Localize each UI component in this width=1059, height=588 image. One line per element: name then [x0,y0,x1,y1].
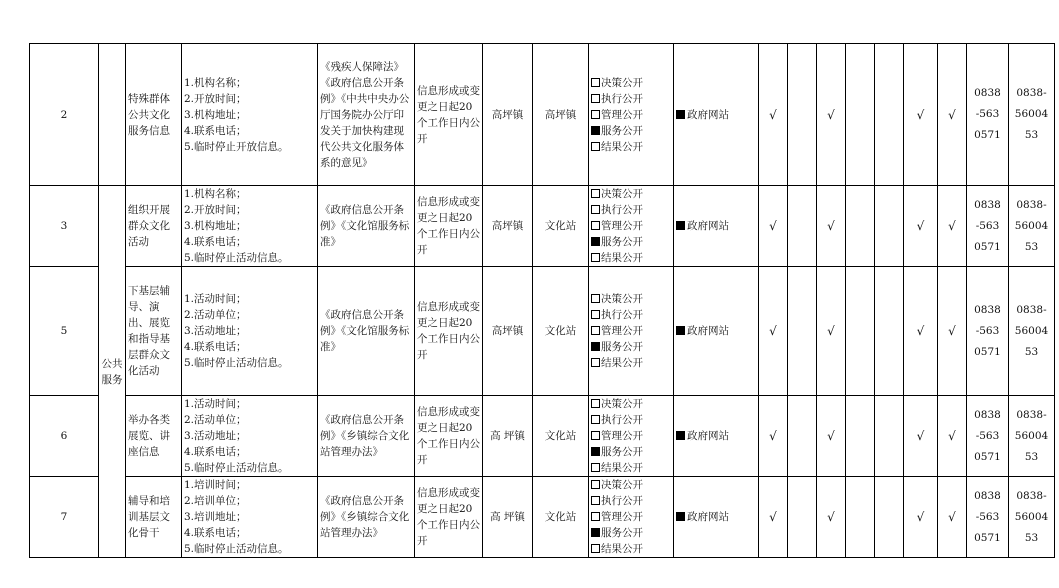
check-cell: √ [759,396,788,477]
phone-part: 0838- [1016,87,1047,99]
checkbox-icon [591,358,600,367]
disclosure-channel [674,186,759,267]
phone-2 [1009,396,1055,477]
checkbox-icon [591,463,600,472]
disclosure-channel [674,44,759,186]
item-line: 1.机构名称； [184,76,247,89]
phone-part: 53 [1024,345,1039,358]
phone-2 [1009,267,1055,396]
check-cell: √ [904,267,938,396]
phone-part: 53 [1024,240,1039,253]
disclosure-subject: 高坪镇 [483,186,533,267]
check-cell: √ [759,267,788,396]
option-label: 服务公开 [601,341,643,353]
item-line: 2.活动单位； [184,414,247,426]
phone-part: 56004 [1014,108,1049,120]
checkbox-icon [591,326,600,335]
checkbox-icon [591,431,600,440]
disclosure-time: 信息形成或变更之日起20个工作日内公开 [415,477,483,558]
item-line: 4.联系电话； [184,124,247,137]
option-label: 管理公开 [601,325,643,337]
table-row [30,477,1055,558]
disclosure-unit: 文化站 [533,267,589,396]
row-number: 2 [30,44,99,186]
option-label: 决策公开 [601,398,643,410]
phone-part: 0838 [974,489,1001,502]
channel-label: 政府网站 [687,108,729,121]
option-item [591,250,671,266]
option-item [591,75,671,91]
check-cell: √ [938,267,967,396]
legal-basis: 《政府信息公开条例》《文化馆服务标准》 [318,267,415,396]
item-line: 4.联系电话； [184,341,247,353]
phone-part: -563 [975,429,1000,442]
option-item [591,234,671,250]
item-line: 2.开放时间； [184,204,247,216]
check-cell [846,186,875,267]
option-item [591,123,671,139]
phone-part: 0571 [974,129,1001,141]
option-item [591,509,671,525]
phone-part: 53 [1024,531,1039,544]
option-label: 服务公开 [601,446,643,458]
check-cell [875,44,904,186]
option-item [591,460,671,476]
disclosure-subject: 高 坪镇 [483,396,533,477]
item-line: 1.机构名称； [184,188,247,200]
phone-part: -563 [975,324,1000,337]
check-cell [846,44,875,186]
item-name: 组织开展群众文化活动 [126,186,182,267]
option-label: 执行公开 [601,204,643,216]
table-row [30,396,1055,477]
option-label: 决策公开 [601,76,643,89]
option-item [591,355,671,371]
phone-part: 0571 [974,450,1001,463]
check-cell [875,186,904,267]
check-cell [846,477,875,558]
disclosure-table [29,43,1055,558]
item-name: 下基层辅导、演出、展览和指导基层群众文化活动 [126,267,182,396]
checkbox-icon [591,253,600,262]
disclosure-unit: 文化站 [533,396,589,477]
option-label: 结果公开 [601,462,643,474]
option-item [591,428,671,444]
option-item [591,91,671,107]
check-cell: √ [938,477,967,558]
filled-square-icon [676,326,685,335]
item-line: 1.培训时间； [184,479,247,491]
checkbox-icon [591,94,600,103]
check-cell: √ [759,477,788,558]
row-number: 7 [30,477,99,558]
disclosure-unit: 文化站 [533,186,589,267]
checkbox-icon [591,126,600,135]
checkbox-icon [591,78,600,87]
check-cell: √ [904,44,938,186]
disclosure-subject: 高坪镇 [483,44,533,186]
disclosure-channel [674,396,759,477]
check-cell [846,267,875,396]
item-line: 3.机构地址； [184,108,247,121]
table-row [30,186,1055,267]
channel-label: 政府网站 [687,430,729,442]
phone-part: 56004 [1014,429,1049,442]
checkbox-icon [591,310,600,319]
check-cell: √ [817,477,846,558]
item-line: 3.活动地址； [184,325,247,337]
row-number: 3 [30,186,99,267]
disclosure-subject: 高坪镇 [483,267,533,396]
option-item [591,107,671,123]
check-cell: √ [904,477,938,558]
check-cell: √ [817,186,846,267]
checkbox-icon [591,342,600,351]
item-line: 2.活动单位； [184,309,247,321]
phone-part: 0571 [974,531,1001,544]
filled-square-icon [676,431,685,440]
category-cell: 公共服务 [99,186,126,558]
checkbox-icon [591,237,600,246]
disclosure-channel [674,267,759,396]
legal-basis: 《政府信息公开条例》《文化馆服务标准》 [318,186,415,267]
phone-part: 56004 [1014,510,1049,523]
item-line: 3.培训地址； [184,511,247,523]
checkbox-icon [591,512,600,521]
checkbox-icon [591,528,600,537]
phone-1 [967,267,1009,396]
item-line: 2.培训单位； [184,495,247,507]
filled-square-icon [676,221,685,230]
legal-basis: 《政府信息公开条例》《乡镇综合文化站管理办法》 [318,477,415,558]
disclosure-items [182,396,318,477]
option-label: 服务公开 [601,236,643,248]
checkbox-icon [591,142,600,151]
checkbox-icon [591,221,600,230]
phone-part: 0571 [974,240,1001,253]
channel-label: 政府网站 [687,325,729,337]
item-line: 5.临时停止活动信息。 [184,357,289,369]
phone-part: -563 [975,219,1000,232]
option-item [591,396,671,412]
phone-part: 0838 [974,198,1001,211]
disclosure-unit: 文化站 [533,477,589,558]
option-item [591,541,671,557]
item-line: 1.活动时间； [184,398,247,410]
category-cell-empty [99,44,126,186]
check-cell: √ [759,44,788,186]
phone-part: -563 [975,510,1000,523]
disclosure-options [589,396,674,477]
disclosure-subject: 高 坪镇 [483,477,533,558]
option-label: 结果公开 [601,252,643,264]
checkbox-icon [591,205,600,214]
phone-part: 0838 [974,303,1001,316]
phone-1 [967,396,1009,477]
option-item [591,291,671,307]
checkbox-icon [591,399,600,408]
check-cell: √ [938,44,967,186]
option-label: 结果公开 [601,357,643,369]
option-item [591,202,671,218]
check-cell: √ [759,186,788,267]
disclosure-options [589,477,674,558]
phone-part: 0571 [974,345,1001,358]
option-label: 执行公开 [601,92,643,105]
option-label: 管理公开 [601,220,643,232]
option-item [591,186,671,202]
phone-part: 0838- [1016,303,1047,316]
check-cell: √ [904,396,938,477]
phone-1 [967,186,1009,267]
phone-part: 0838 [974,87,1001,99]
item-line: 5.临时停止活动信息。 [184,543,289,555]
check-cell [788,477,817,558]
phone-1 [967,44,1009,186]
option-item [591,139,671,155]
disclosure-channel [674,477,759,558]
item-line: 4.联系电话； [184,236,247,248]
checkbox-icon [591,189,600,198]
channel-label: 政府网站 [687,220,729,232]
option-label: 管理公开 [601,430,643,442]
table-row [30,44,1055,186]
item-line: 4.联系电话； [184,527,247,539]
option-label: 执行公开 [601,309,643,321]
option-item [591,339,671,355]
item-name: 辅导和培训基层文化骨干 [126,477,182,558]
checkbox-icon [591,447,600,456]
option-label: 服务公开 [601,124,643,137]
item-line: 5.临时停止活动信息。 [184,462,289,474]
checkbox-icon [591,110,600,119]
check-cell [875,267,904,396]
disclosure-time: 信息形成或变更之日起20个工作日内公开 [415,44,483,186]
disclosure-time: 信息形成或变更之日起20个工作日内公开 [415,186,483,267]
check-cell [875,396,904,477]
check-cell: √ [938,396,967,477]
disclosure-items [182,44,318,186]
option-label: 执行公开 [601,495,643,507]
phone-part: 0838 [974,408,1001,421]
disclosure-options [589,267,674,396]
channel-label: 政府网站 [687,511,729,523]
phone-2 [1009,477,1055,558]
phone-1 [967,477,1009,558]
option-item [591,444,671,460]
row-number: 6 [30,396,99,477]
option-label: 决策公开 [601,188,643,200]
option-label: 管理公开 [601,108,643,121]
check-cell [846,396,875,477]
phone-part: -563 [975,108,1000,120]
phone-2 [1009,186,1055,267]
phone-part: 0838- [1016,408,1047,421]
row-number: 5 [30,267,99,396]
option-item [591,477,671,493]
disclosure-options [589,186,674,267]
disclosure-items [182,477,318,558]
check-cell: √ [817,44,846,186]
option-label: 决策公开 [601,293,643,305]
check-cell: √ [938,186,967,267]
disclosure-items [182,267,318,396]
option-item [591,218,671,234]
item-name: 举办各类展览、讲座信息 [126,396,182,477]
checkbox-icon [591,544,600,553]
phone-part: 0838- [1016,198,1047,211]
check-cell [788,267,817,396]
option-label: 管理公开 [601,511,643,523]
filled-square-icon [676,110,685,119]
disclosure-time: 信息形成或变更之日起20个工作日内公开 [415,396,483,477]
table-row [30,267,1055,396]
item-line: 1.活动时间； [184,293,247,305]
check-cell: √ [817,267,846,396]
option-label: 服务公开 [601,527,643,539]
checkbox-icon [591,294,600,303]
option-item [591,323,671,339]
checkbox-icon [591,480,600,489]
item-name: 特殊群体公共文化服务信息 [126,44,182,186]
option-label: 执行公开 [601,414,643,426]
check-cell [875,477,904,558]
checkbox-icon [591,496,600,505]
phone-part: 53 [1024,450,1039,463]
disclosure-options [589,44,674,186]
option-label: 结果公开 [601,140,643,153]
check-cell [788,186,817,267]
option-item [591,525,671,541]
filled-square-icon [676,512,685,521]
phone-part: 56004 [1014,324,1049,337]
check-cell: √ [817,396,846,477]
check-cell [788,396,817,477]
option-item [591,412,671,428]
disclosure-unit: 高坪镇 [533,44,589,186]
item-line: 3.活动地址； [184,430,247,442]
option-label: 结果公开 [601,543,643,555]
item-line: 2.开放时间； [184,92,247,105]
check-cell: √ [904,186,938,267]
disclosure-items [182,186,318,267]
item-line: 5.临时停止开放信息。 [184,140,289,153]
option-label: 决策公开 [601,479,643,491]
phone-part: 56004 [1014,219,1049,232]
option-item [591,493,671,509]
phone-part: 53 [1024,129,1039,141]
item-line: 5.临时停止活动信息。 [184,252,289,264]
disclosure-time: 信息形成或变更之日起20个工作日内公开 [415,267,483,396]
item-line: 3.机构地址； [184,220,247,232]
option-item [591,307,671,323]
item-line: 4.联系电话； [184,446,247,458]
legal-basis: 《政府信息公开条例》《乡镇综合文化站管理办法》 [318,396,415,477]
check-cell [788,44,817,186]
phone-2 [1009,44,1055,186]
checkbox-icon [591,415,600,424]
phone-part: 0838- [1016,489,1047,502]
legal-basis: 《残疾人保障法》《政府信息公开条例》《中共中央办公厅国务院办公厅印发关于加快构建现代公共文化服务体系的意见》 [318,44,415,186]
